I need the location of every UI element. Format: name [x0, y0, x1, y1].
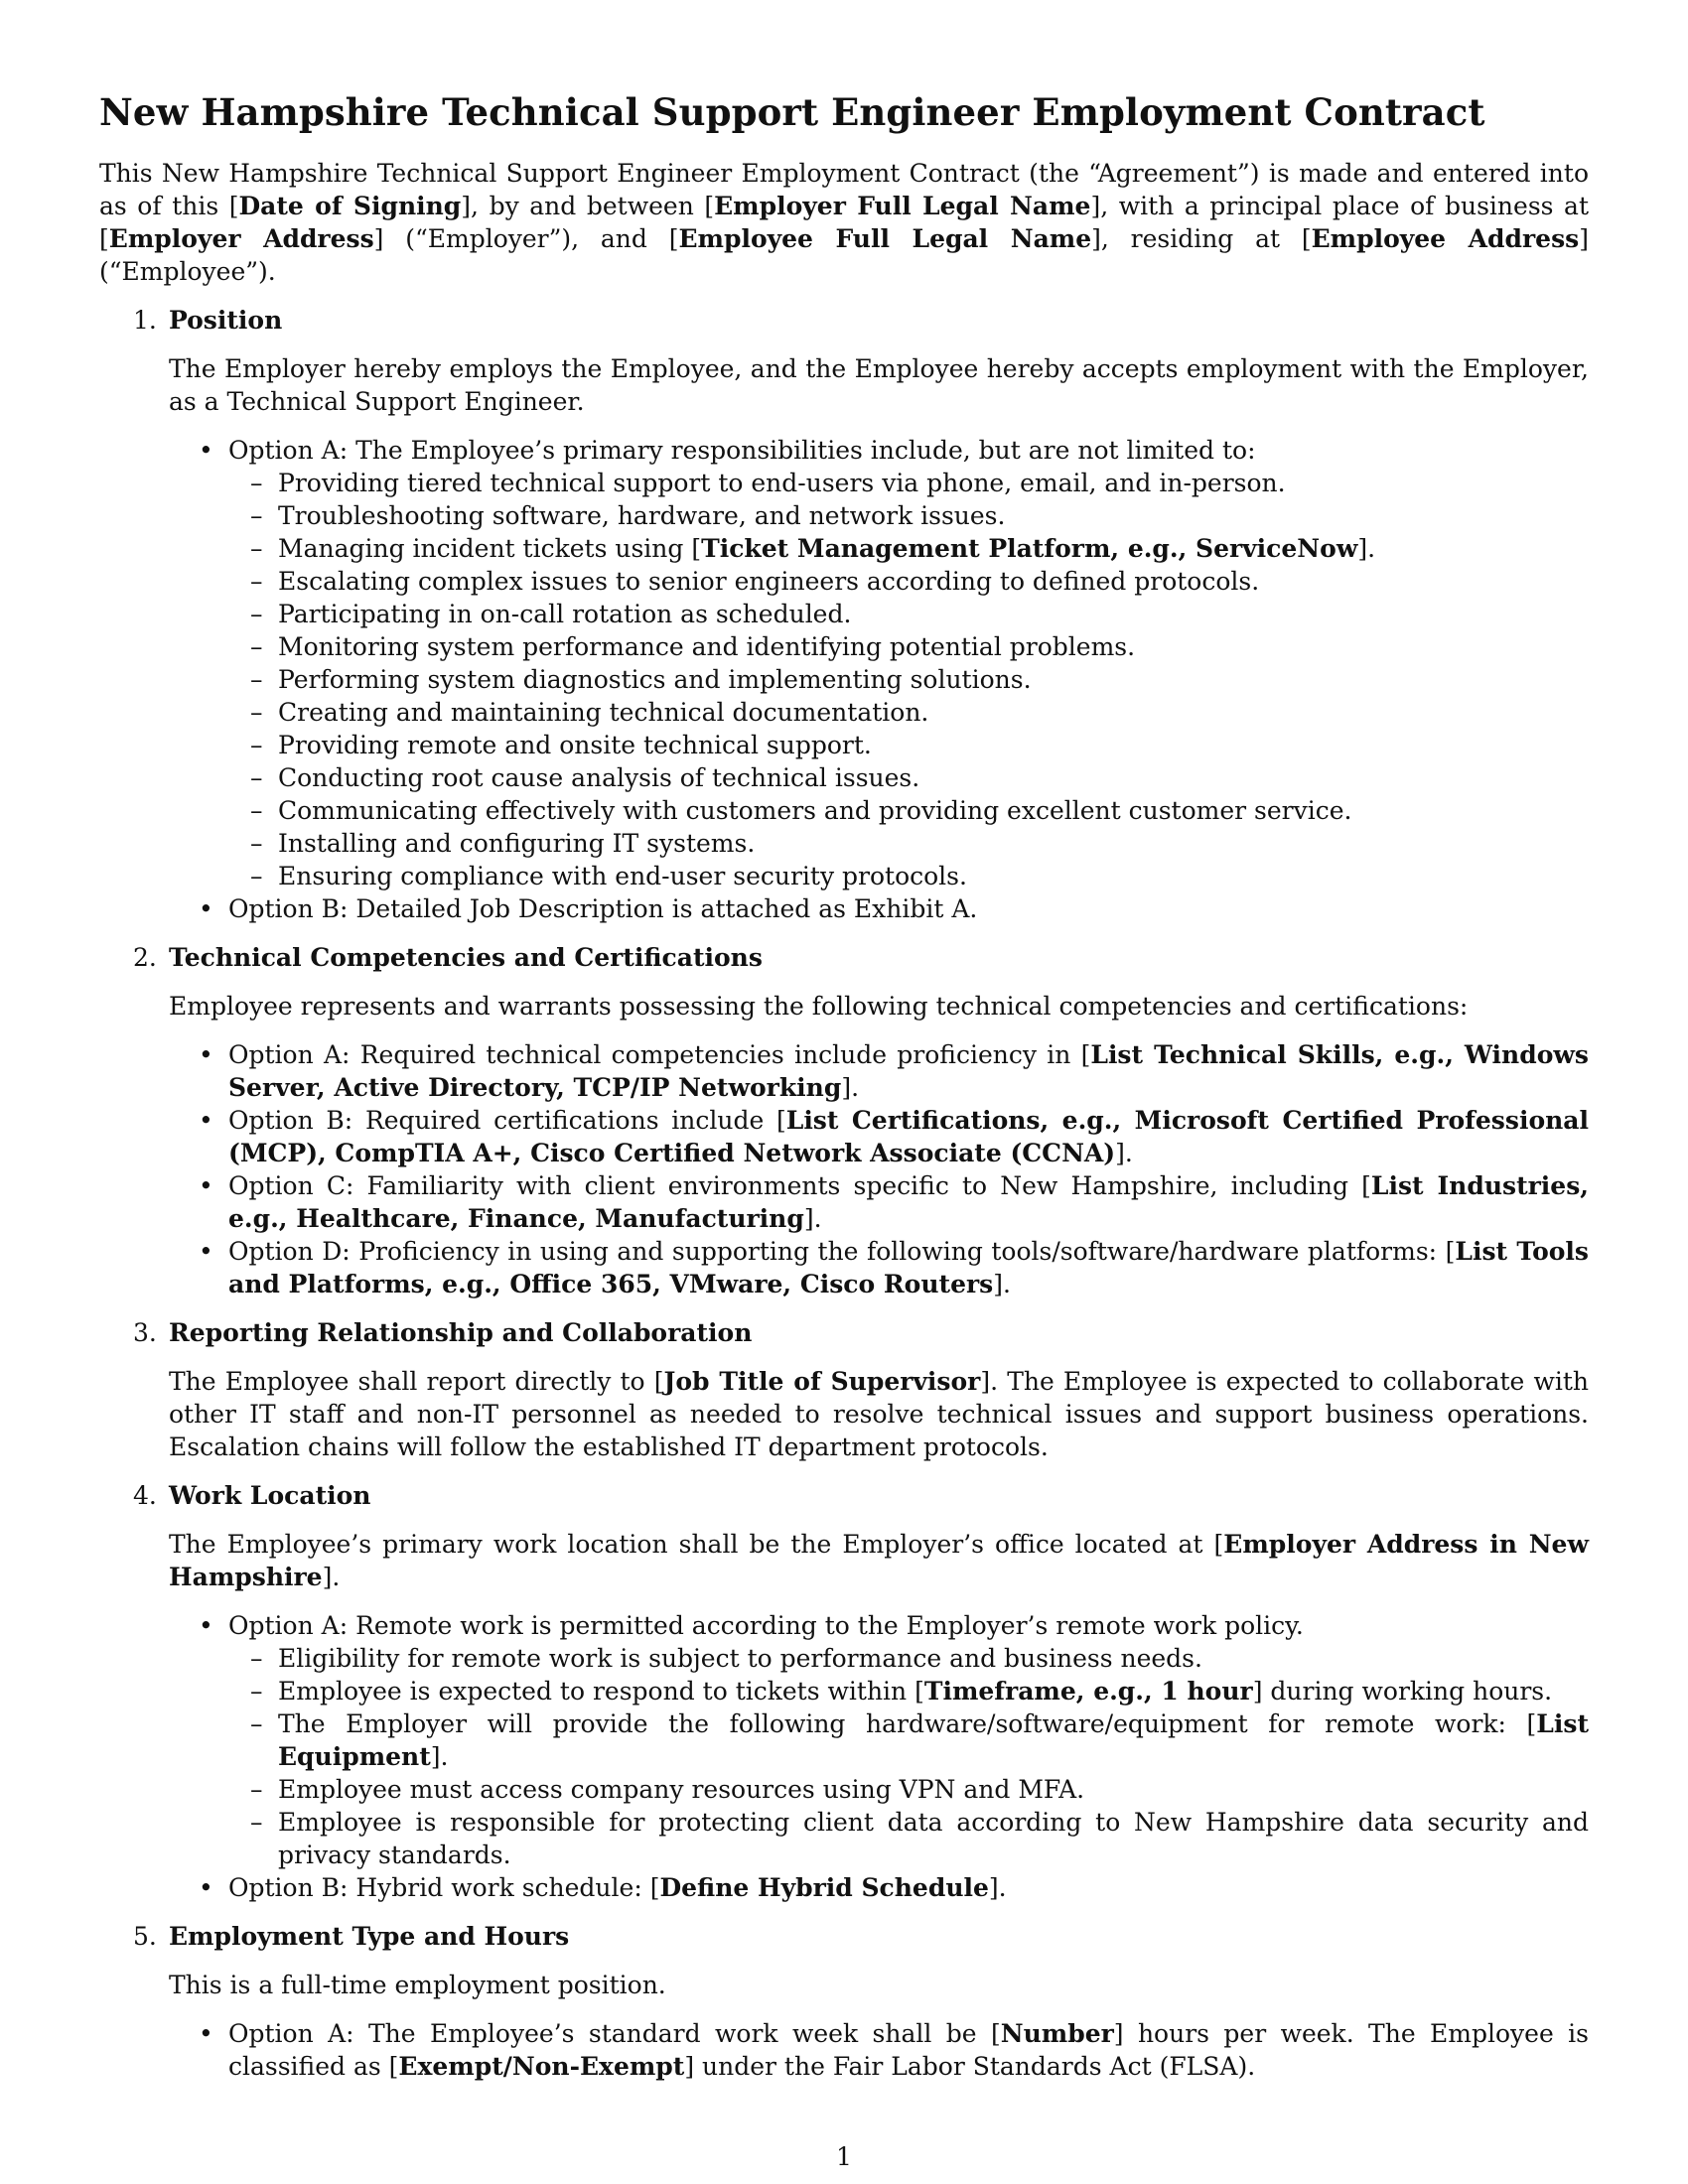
option-text: ]. [841, 1073, 860, 1102]
body-text: The Employee’s primary work location shall be the Employer’s office located at [ [169, 1530, 1224, 1559]
option-text: ]. [803, 1204, 822, 1233]
sub-item [228, 532, 1589, 565]
sub-item: – Eligibility for remote work is subject to performance and business needs. [228, 1642, 1589, 1675]
option-text: Option B: Required certifications include [ [228, 1106, 786, 1135]
sub-item: – Troubleshooting software, hardware, and network issues. [228, 499, 1589, 532]
sub-item-text: ]. [1357, 534, 1376, 563]
body-text: The Employee shall report directly to [ [169, 1367, 664, 1396]
section-title: Technical Competencies and Certifications [169, 943, 763, 972]
section-number: 1. [133, 306, 157, 335]
option-text: Option B: Hybrid work schedule: [ [228, 1873, 660, 1902]
sub-item-text: Managing incident tickets using [ [278, 534, 702, 563]
option-text: Option A: The Employee’s primary responsibilities include, but are not limited to: [228, 436, 1256, 465]
section-title: Position [169, 306, 283, 335]
sub-item-text: Employee is expected to respond to tickets within [ [278, 1677, 924, 1706]
placeholder-date-of-signing: Date of Signing [238, 192, 462, 220]
sub-item: – Escalating complex issues to senior engineers according to defined protocols. [228, 565, 1589, 598]
placeholder-hybrid-schedule: Define Hybrid Schedule [659, 1873, 989, 1902]
option-list [169, 1038, 1589, 1300]
option-item [169, 1871, 1589, 1904]
document-title: New Hampshire Technical Support Engineer Employment Contract [99, 90, 1485, 134]
placeholder-employee-name: Employee Full Legal Name [678, 224, 1092, 253]
sub-item: – Providing tiered technical support to end-users via phone, email, and in-person. [228, 467, 1589, 499]
section-work-location [99, 1479, 1589, 1904]
option-text: ]. [993, 1270, 1011, 1298]
body-text: ]. The Employee is expected to collaborate with other IT staff and non-IT personnel as needed to resolve technical issues and support business operations. Escalation chains will follow the established IT department protocols. [169, 1367, 1589, 1461]
section-body [169, 1365, 1589, 1463]
sub-item: – Participating in on-call rotation as scheduled. [228, 598, 1589, 630]
sub-item-text: The Employer will provide the following hardware/software/equipment for remote work: [ [278, 1709, 1537, 1738]
option-item [169, 1038, 1589, 1104]
sub-item [228, 1675, 1589, 1707]
sub-item-text: ] during working hours. [1252, 1677, 1553, 1706]
sub-item: – Monitoring system performance and identifying potential problems. [228, 630, 1589, 663]
placeholder-equipment: List Equipment [278, 1709, 1589, 1771]
intro-text: ], with a principal place of business at [ [99, 192, 1590, 253]
section-body: Employee represents and warrants possessing the following technical competencies and certifications: [169, 992, 1469, 1021]
section-employment-type [99, 1920, 1589, 2083]
section-competencies [99, 941, 1589, 1300]
option-item [169, 1235, 1589, 1300]
sub-item: – Ensuring compliance with end-user security protocols. [228, 860, 1589, 892]
intro-text: ] (“Employee”). [99, 224, 1589, 286]
option-item [169, 1609, 1589, 1871]
intro-text: ] (“Employer”), and [ [373, 224, 679, 253]
sub-item: – Employee is responsible for protecting client data according to New Hampshire data security and privacy standards. [228, 1806, 1589, 1871]
placeholder-employer-address-nh: Employer Address in New Hampshire [169, 1530, 1589, 1591]
option-text: Option A: The Employee’s standard work week shall be [ [228, 2019, 1001, 2048]
section-number: 3. [133, 1318, 157, 1347]
intro-text: This New Hampshire Technical Support Engineer Employment Contract (the “Agreement”) is made and entered into as of this [ [99, 159, 1589, 220]
option-list [169, 434, 1589, 925]
sub-item: – Providing remote and onsite technical support. [228, 729, 1589, 761]
placeholder-timeframe: Timeframe, e.g., 1 hour [923, 1677, 1253, 1706]
intro-text: ], by and between [ [461, 192, 715, 220]
page-number: 1 [836, 2142, 852, 2171]
option-text: Option D: Proficiency in using and supporting the following tools/software/hardware platforms: [ [228, 1237, 1456, 1266]
section-reporting [99, 1316, 1589, 1463]
placeholder-employer-address: Employer Address [108, 224, 374, 253]
sub-item: – Installing and configuring IT systems. [228, 827, 1589, 860]
option-item [169, 1104, 1589, 1169]
sub-item: – Creating and maintaining technical documentation. [228, 696, 1589, 729]
sub-item [228, 1707, 1589, 1773]
placeholder-technical-skills: List Technical Skills, e.g., Windows Server, Active Directory, TCP/IP Networking [228, 1040, 1589, 1102]
option-item [169, 2017, 1589, 2083]
section-body: The Employer hereby employs the Employee, and the Employee hereby accepts employment with the Employer, as a Technical Support Engineer. [169, 354, 1589, 416]
option-item [169, 1169, 1589, 1235]
sub-item: – Conducting root cause analysis of technical issues. [228, 761, 1589, 794]
placeholder-exempt-status: Exempt/Non-Exempt [398, 2052, 685, 2081]
option-list [169, 1609, 1589, 1904]
section-position [99, 304, 1589, 925]
section-number: 4. [133, 1481, 157, 1510]
sub-item: – Employee must access company resources using VPN and MFA. [228, 1773, 1589, 1806]
section-body [169, 1528, 1589, 1593]
sub-item: – Communicating effectively with customers and providing excellent customer service. [228, 794, 1589, 827]
placeholder-employer-name: Employer Full Legal Name [714, 192, 1091, 220]
option-item: • Option B: Detailed Job Description is attached as Exhibit A. [169, 892, 1589, 925]
option-text: Option A: Remote work is permitted according to the Employer’s remote work policy. [228, 1611, 1304, 1640]
section-number: 2. [133, 943, 157, 972]
section-list [99, 304, 1589, 2083]
option-text: ] under the Fair Labor Standards Act (FLSA). [684, 2052, 1256, 2081]
option-text: ]. [1115, 1139, 1133, 1167]
placeholder-ticket-platform: Ticket Management Platform, e.g., ServiceNow [701, 534, 1358, 563]
section-body: This is a full-time employment position. [169, 1971, 666, 1999]
option-text: Option A: Required technical competencies include proficiency in [ [228, 1040, 1091, 1069]
option-text: ]. [988, 1873, 1007, 1902]
section-title: Reporting Relationship and Collaboration [169, 1318, 753, 1347]
section-title: Work Location [169, 1481, 371, 1510]
contract-page [99, 89, 1589, 2099]
placeholder-supervisor-title: Job Title of Supervisor [663, 1367, 981, 1396]
option-list [169, 2017, 1589, 2083]
intro-text: ], residing at [ [1091, 224, 1312, 253]
sub-list [228, 1642, 1589, 1871]
intro-paragraph [99, 157, 1589, 288]
option-item [169, 434, 1589, 892]
sub-item: – Performing system diagnostics and implementing solutions. [228, 663, 1589, 696]
option-text: Option C: Familiarity with client environments specific to New Hampshire, including [ [228, 1171, 1371, 1200]
placeholder-tools-platforms: List Tools and Platforms, e.g., Office 365, VMware, Cisco Routers [228, 1237, 1590, 1298]
sub-item-text: ]. [430, 1742, 449, 1771]
body-text: ]. [322, 1563, 341, 1591]
section-title: Employment Type and Hours [169, 1922, 570, 1951]
placeholder-hours-number: Number [1000, 2019, 1114, 2048]
section-number: 5. [133, 1922, 157, 1951]
placeholder-certifications: List Certifications, e.g., Microsoft Certified Professional (MCP), CompTIA A+, Cisco Certified Network Associate (CCNA) [228, 1106, 1589, 1167]
option-text: ] hours per week. The Employee is classified as [ [228, 2019, 1589, 2081]
placeholder-industries: List Industries, e.g., Healthcare, Finance, Manufacturing [228, 1171, 1589, 1233]
placeholder-employee-address: Employee Address [1311, 224, 1580, 253]
sub-list [228, 467, 1589, 892]
